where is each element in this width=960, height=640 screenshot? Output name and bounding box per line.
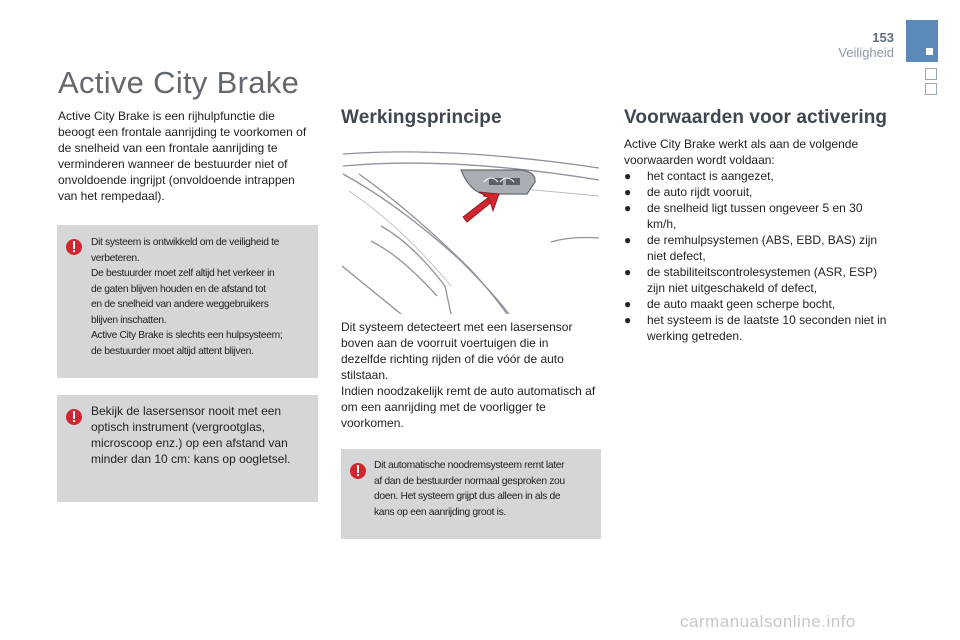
warning-line: verbeteren. [91, 252, 140, 264]
conditions-list [624, 168, 894, 344]
warning-line: kans op een aanrijding groot is. [374, 506, 506, 518]
bullet-icon: ● [624, 201, 632, 215]
page-number: 153 [872, 30, 894, 45]
tab-marker-icon [926, 48, 933, 55]
bullet-icon: ● [624, 265, 632, 279]
paragraph: Dit systeem detecteert met een lasersensor boven aan de voorruit voertuigen die in dezelfde richting rijden of die vóór de auto stilstaan. [341, 320, 573, 382]
heading-voorwaarden: Voorwaarden voor activering [624, 107, 888, 128]
list-item: ● de remhulpsystemen (ABS, EBD, BAS) zijn niet defect, [624, 233, 878, 263]
section-tab-empty-1[interactable] [925, 68, 937, 80]
red-arrow-icon [463, 192, 499, 222]
warning-box-emergency-brake [341, 449, 601, 539]
warning-line: de gaten blijven houden en de afstand tot [91, 283, 266, 295]
warning-text: Bekijk de lasersensor nooit met een optisch instrument (vergrootglas, microscoop enz.) op een afstand van minder dan 10 cm: kans op oogletsel. [91, 404, 291, 466]
warning-line: af dan de bestuurder normaal gesproken zou [374, 475, 565, 487]
warning-box-development [57, 225, 318, 378]
warning-line: Dit automatische noodremsysteem remt later [374, 460, 565, 471]
list-item: ● de auto rijdt vooruit, [624, 185, 753, 199]
intro-paragraph: Active City Brake is een rijhulpfunctie die beoogt een frontale aanrijding te voorkomen of de snelheid van een frontale aanrijding te verminderen wanneer de bestuurder niet of onvoldoende ingrijpt (onvoldoende intrappen van het rempedaal). [58, 109, 307, 203]
bullet-icon: ● [624, 313, 632, 327]
warning-line: Active City Brake is slechts een hulpsysteem; [91, 330, 283, 341]
section-tab[interactable] [906, 20, 938, 62]
bullet-icon: ● [624, 297, 632, 311]
bullet-icon: ● [624, 185, 632, 199]
warning-line: de bestuurder moet altijd attent blijven. [91, 345, 254, 357]
bullet-icon: ● [624, 233, 632, 247]
warning-line: en de snelheid van andere weggebruikers [91, 299, 269, 310]
voorwaarden-intro: Active City Brake werkt als aan de volgende voorwaarden wordt voldaan: [624, 137, 859, 167]
warning-line: De bestuurder moet zelf altijd het verkeer in [91, 268, 275, 279]
section-label: Veiligheid [838, 45, 894, 60]
paragraph: Indien noodzakelijk remt de auto automatisch af om een aanrijding met de voorligger te voorkomen. [341, 384, 596, 430]
werkingsprincipe-text [341, 319, 596, 431]
warning-icon [350, 463, 366, 479]
list-item: ● de auto maakt geen scherpe bocht, [624, 297, 836, 311]
bullet-icon: ● [624, 169, 632, 183]
warning-icon [66, 409, 82, 425]
list-item: ● de snelheid ligt tussen ongeveer 5 en 30 km/h, [624, 201, 863, 231]
section-tab-empty-2[interactable] [925, 83, 937, 95]
list-item: ● het contact is aangezet, [624, 169, 774, 183]
warning-line: blijven inschatten. [91, 314, 167, 326]
warning-box-laser [57, 395, 318, 502]
list-item: ● de stabiliteitscontrolesystemen (ASR, ESP) zijn niet uitgeschakeld of defect, [624, 265, 878, 295]
page-title: Active City Brake [58, 65, 300, 100]
footer-watermark: carmanualsonline.info [680, 612, 856, 631]
warning-line: Dit systeem is ontwikkeld om de veiligheid te [91, 237, 279, 248]
laser-sensor-housing [461, 170, 535, 194]
heading-werkingsprincipe: Werkingsprincipe [341, 107, 502, 128]
warning-line: doen. Het systeem grijpt dus alleen in als de [374, 491, 561, 502]
list-item: ● het systeem is de laatste 10 seconden niet in werking getreden. [624, 313, 887, 343]
windshield-sensor-illustration [341, 146, 601, 314]
voorwaarden-text [624, 136, 894, 344]
warning-icon [66, 239, 82, 255]
